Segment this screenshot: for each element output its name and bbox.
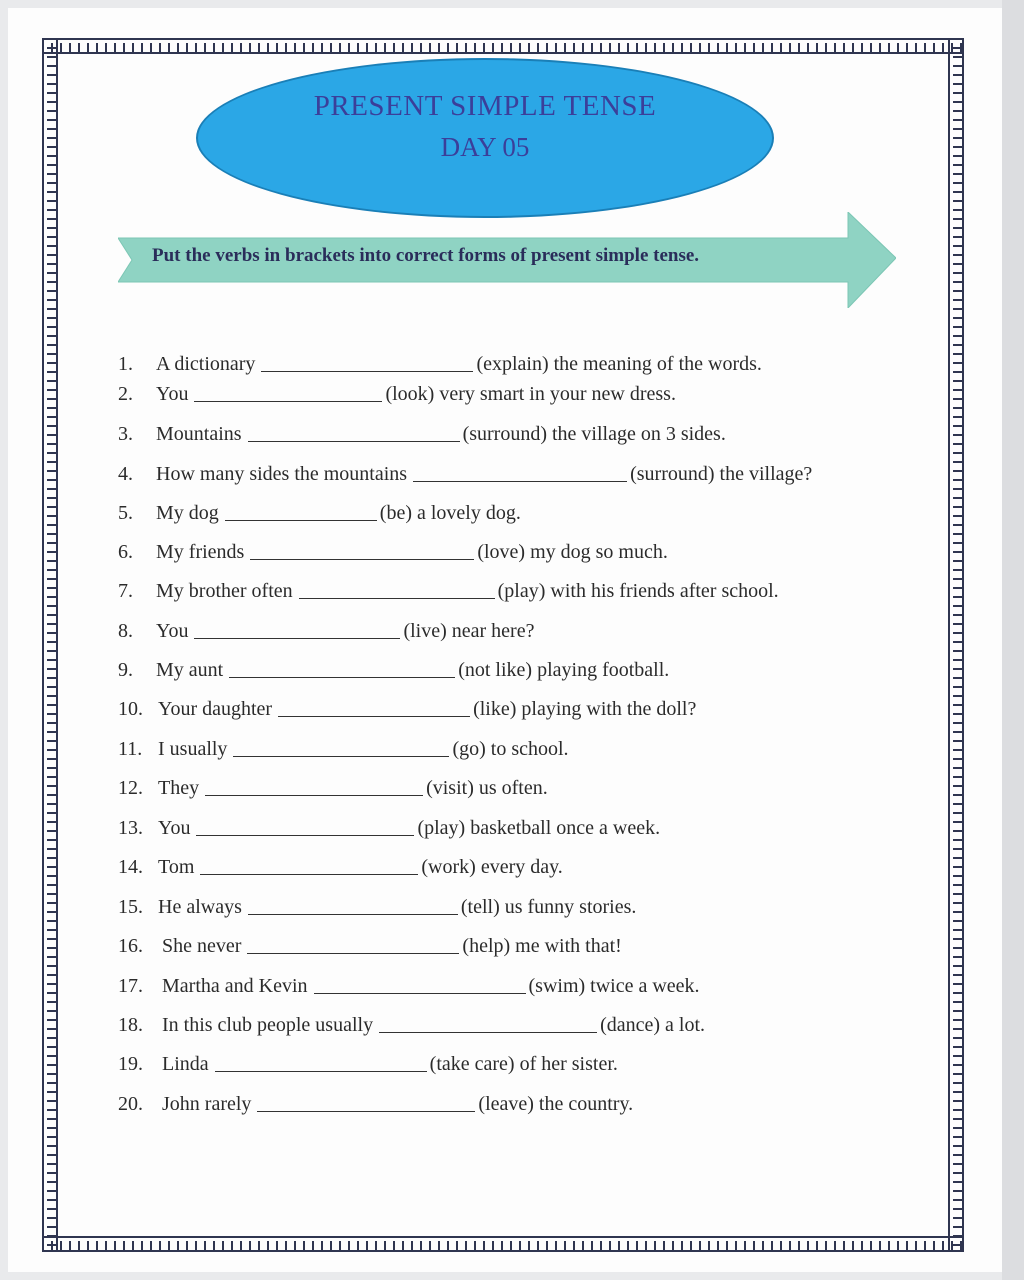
exercise-item (118, 776, 548, 800)
exercise-number: 1. (118, 353, 133, 375)
exercise-item (118, 816, 660, 840)
exercise-subject: He always (158, 896, 242, 918)
instruction-text: Put the verbs in brackets into correct forms of present simple tense. (152, 245, 700, 266)
exercise-number: 8. (118, 620, 133, 642)
exercise-verb-prompt: (like) playing with the doll? (473, 698, 697, 720)
answer-blank[interactable] (194, 620, 400, 639)
exercise-item (118, 619, 534, 643)
exercise-subject: How many sides the mountains (156, 463, 408, 485)
exercise-subject: My brother often (156, 580, 293, 602)
exercise-verb-prompt: (explain) the meaning of the words. (476, 353, 762, 375)
exercise-verb-prompt: (surround) the village on 3 sides. (462, 423, 726, 445)
exercise-item (118, 895, 636, 919)
answer-blank[interactable] (248, 896, 458, 915)
decorative-border-top (42, 38, 964, 54)
exercise-subject: You (156, 383, 189, 405)
exercise-item (118, 462, 812, 486)
exercise-item (118, 501, 521, 525)
exercise-number: 9. (118, 659, 133, 681)
answer-blank[interactable] (225, 502, 377, 521)
exercise-subject: In this club people usually (162, 1014, 374, 1036)
exercise-number: 10. (118, 698, 143, 720)
title-oval (196, 58, 774, 218)
exercise-subject: My friends (156, 541, 245, 563)
answer-blank[interactable] (248, 423, 460, 442)
exercise-item (118, 382, 676, 406)
answer-blank[interactable] (257, 1093, 475, 1112)
exercise-subject: Tom (158, 856, 195, 878)
exercise-number: 16. (118, 935, 143, 957)
answer-blank[interactable] (194, 383, 382, 402)
exercise-subject: Your daughter (158, 698, 273, 720)
exercise-number: 17. (118, 975, 143, 997)
answer-blank[interactable] (379, 1014, 597, 1033)
exercise-item (118, 352, 762, 376)
exercise-item (118, 737, 569, 761)
answer-blank[interactable] (215, 1053, 427, 1072)
exercise-subject: You (156, 620, 189, 642)
exercise-number: 4. (118, 463, 133, 485)
exercise-verb-prompt: (swim) twice a week. (528, 975, 700, 997)
exercise-verb-prompt: (tell) us funny stories. (460, 896, 637, 918)
exercise-verb-prompt: (surround) the village? (630, 463, 813, 485)
exercise-number: 11. (118, 738, 143, 760)
instruction-banner (118, 212, 896, 308)
exercise-number: 12. (118, 777, 143, 799)
exercise-item (118, 1092, 633, 1116)
exercise-item (118, 855, 563, 879)
answer-blank[interactable] (413, 463, 627, 482)
exercise-subject: She never (162, 935, 242, 957)
exercise-item (118, 658, 669, 682)
exercise-verb-prompt: (play) basketball once a week. (417, 817, 661, 839)
exercise-verb-prompt: (live) near here? (403, 620, 535, 642)
exercise-verb-prompt: (not like) playing football. (458, 659, 670, 681)
exercise-number: 20. (118, 1093, 143, 1115)
exercise-verb-prompt: (go) to school. (452, 738, 569, 760)
answer-blank[interactable] (196, 817, 414, 836)
answer-blank[interactable] (314, 975, 526, 994)
decorative-border-left (42, 38, 58, 1252)
exercise-item (118, 1013, 705, 1037)
exercise-verb-prompt: (visit) us often. (426, 777, 548, 799)
exercise-subject: My dog (156, 502, 219, 524)
exercise-subject: You (158, 817, 191, 839)
exercise-number: 5. (118, 502, 133, 524)
exercise-number: 2. (118, 383, 133, 405)
answer-blank[interactable] (278, 698, 470, 717)
exercise-verb-prompt: (love) my dog so much. (477, 541, 668, 563)
answer-blank[interactable] (229, 659, 455, 678)
page-title: PRESENT SIMPLE TENSE (313, 90, 657, 122)
exercise-subject: Mountains (156, 423, 242, 445)
exercise-subject: Linda (162, 1053, 209, 1075)
exercise-item (118, 579, 779, 603)
exercise-subject: They (158, 777, 200, 799)
exercise-subject: My aunt (156, 659, 224, 681)
exercise-number: 6. (118, 541, 133, 563)
exercise-verb-prompt: (dance) a lot. (600, 1014, 706, 1036)
exercise-number: 18. (118, 1014, 143, 1036)
answer-blank[interactable] (299, 580, 495, 599)
answer-blank[interactable] (250, 541, 474, 560)
exercise-verb-prompt: (leave) the country. (478, 1093, 634, 1115)
exercise-number: 13. (118, 817, 143, 839)
exercise-number: 14. (118, 856, 143, 878)
exercise-verb-prompt: (look) very smart in your new dress. (385, 383, 676, 405)
exercise-subject: I usually (158, 738, 228, 760)
exercise-number: 15. (118, 896, 143, 918)
exercise-item (118, 974, 700, 998)
day-label: DAY 05 (440, 132, 530, 162)
exercise-item (118, 934, 622, 958)
exercise-item (118, 540, 668, 564)
exercise-verb-prompt: (be) a lovely dog. (379, 502, 521, 524)
exercise-item (118, 1052, 618, 1076)
exercise-subject: Martha and Kevin (162, 975, 308, 997)
page-edge (1002, 0, 1024, 1280)
answer-blank[interactable] (200, 856, 418, 875)
exercise-number: 7. (118, 580, 133, 602)
exercise-verb-prompt: (play) with his friends after school. (497, 580, 779, 602)
exercise-verb-prompt: (work) every day. (421, 856, 563, 878)
decorative-border-bottom (42, 1236, 964, 1252)
exercise-verb-prompt: (help) me with that! (462, 935, 622, 957)
answer-blank[interactable] (261, 353, 473, 372)
answer-blank[interactable] (205, 777, 423, 796)
exercise-verb-prompt: (take care) of her sister. (429, 1053, 618, 1075)
exercise-item (118, 422, 726, 446)
exercise-number: 3. (118, 423, 133, 445)
exercise-number: 19. (118, 1053, 143, 1075)
answer-blank[interactable] (233, 738, 449, 757)
answer-blank[interactable] (247, 935, 459, 954)
exercise-item (118, 697, 696, 721)
exercise-subject: A dictionary (156, 353, 256, 375)
decorative-border-right (948, 38, 964, 1252)
exercise-subject: John rarely (162, 1093, 252, 1115)
